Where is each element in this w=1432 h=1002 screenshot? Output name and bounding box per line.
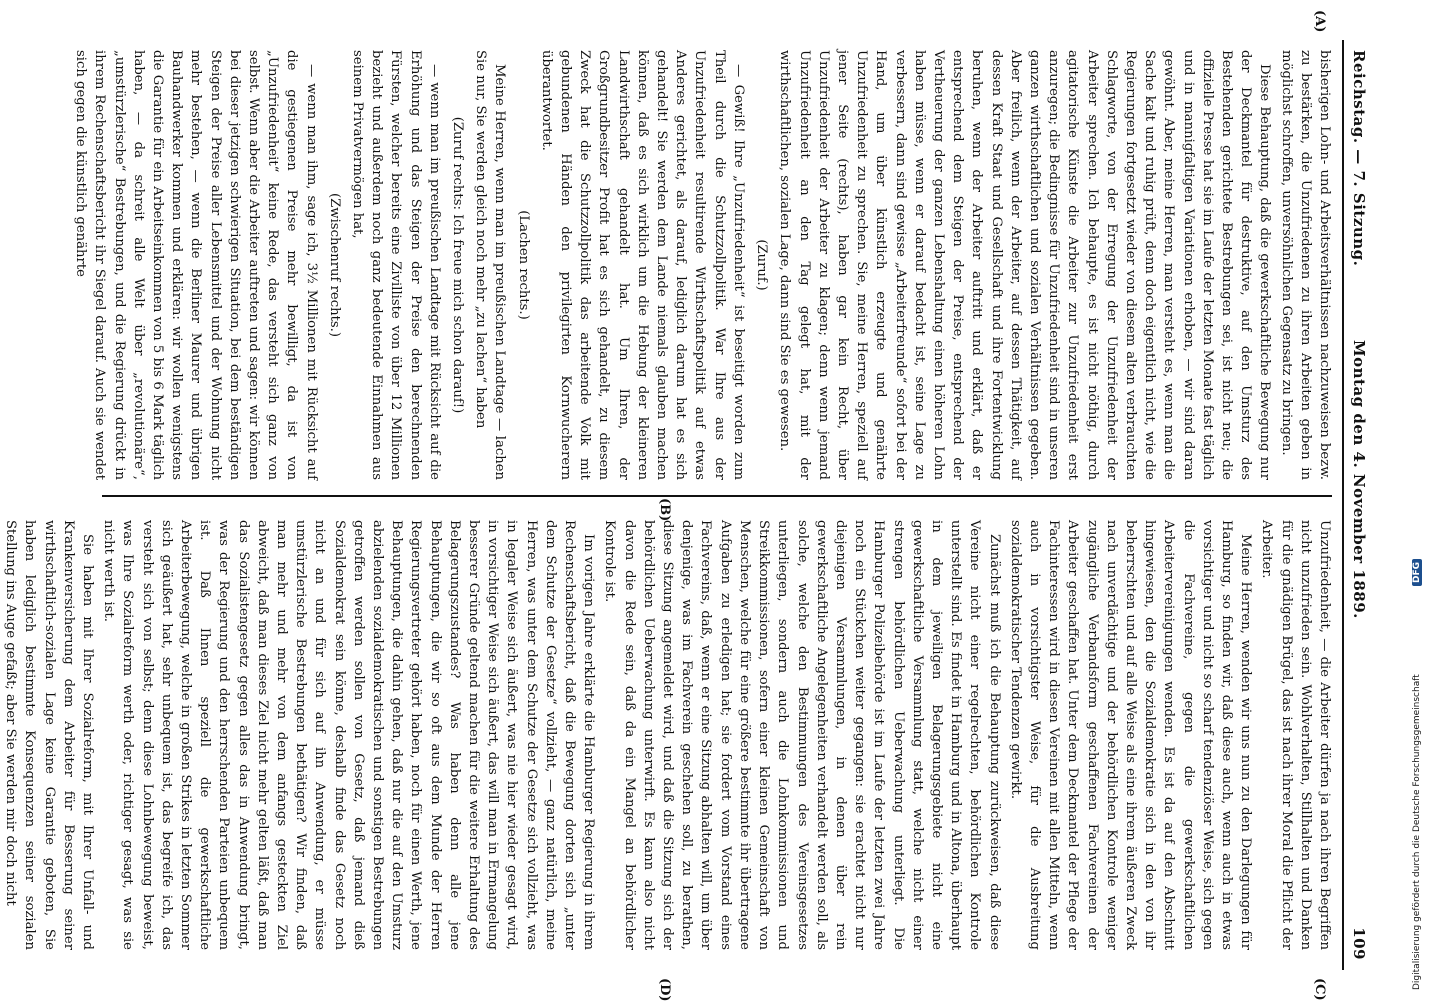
digitization-footer [1412,0,1428,990]
margin-marker-b: (B) [657,498,672,522]
margin-marker-d: (D) [657,978,672,1002]
paragraph: Unzufriedenheit, — die Arbeiter dürfen ja nach ihren Begriffen nicht unzufrieden sein. Wohlverhalten, Stillhalten und Danken für die gnädigen Brügel, das ist nach ihrer Moral die Pflicht der Arbeiter. [1259,520,1332,950]
footer-text: Digitalisierung gefördert durch die Deutsche Forschungsgemeinschaft [1412,674,1422,990]
paragraph: Im vorigen Jahre erklärte die Hamburger Regierung in ihrem Rechenschaftsbericht, daß die Bewegung dorten sich „unter dem Schutze der Gesetze“ vollzieht, — ganz natürlich, meine Herren, was unter dem Schutze der Gesetze sich vollzieht, was in legaler Weise sich äußert, was nie hier wieder gesagt wird, in vorsichtiger Weise sich äußert, das will man in Ermangelung besserer Gründe geltend machen für die weitere Erhaltung des Belagerungszustandes? Was haben denn alle jene Behauptungen, die wir so oft aus dem Munde der Herren Regierungsvertreter gehört haben, noch für einen Werth, jene Behauptungen, die dahin gehen, daß nur die auf den Umsturz abzielenden sozialdemokratischen und sonstigen Bestrebungen getroffen werden sollen von Gesetz, daß jemand dieß Sozialdemokrat sein könne, deshalb finde das Gesetz noch nicht an und für sich auf ihn Anwendung, er müsse umstürzlerische Bestrebungen bethätigen? Wir finden, daß man mehr und mehr von dem anfangs gesteckten Ziel abweicht, daß man dieses Ziel nicht mehr gelten läßt, daß man das Sozialistengesetz gegen alles das in Anwendung bringt, was der Regierung und den herrschenden Parteien unbequem ist. Daß Ihnen speziell die gewerkschaftliche Arbeiterbewegung, welche in großen Strikes in letzten Sommer sich geäußert hat, sehr unbequem ist, das begreife ich, das versteht sich von selbst; denn diese Lohnbewegung beweist, was Ihre Sozialreform werth oder, richtiger gesagt, was sie nicht werth ist. [101,520,597,950]
interjection: (Zwischenruf rechts.) [326,192,342,338]
paragraph: Sie haben mit Ihrer Sozialreform, mit Ihrer Unfall- und Krankenversicherung dem Arbeiter für Besserung seiner wirthschaftlich-sozialen Lage keine Garantie geboten, Sie haben lediglich bestimmte Konsequenzen seiner sozialen Stellung ins Auge gefaßt; aber Sie werden mir doch nicht [3,520,95,950]
interjection: (Zuruf rechts: Ich freue mich schon darauf!) [450,116,466,414]
page-header [1342,40,1372,970]
paragraph: Meine Herren, wenden wir uns nun zu den Darlegungen für Hamburg, so finden wir, daß diese auch, wenn auch in etwas vorsichtiger und nicht so scharf tendenziöser Weise, sich gegen die Fachvereine, gegen die gewerkschaftlichen Arbeitervereinigungen wenden. Es ist da auf den Abschnitt hingewiesen, den die Sozialdemokratie sich in den von ihr beherrschten und auf alle Weise als eine ihrem äußeren Zweck nach unverdächtige und der behördlichen Kontrole weniger zugängliche Verbandsform geschaffenen Fachvereinen der Arbeiter geschaffen hat. Unter dem Deckmantel der Pflege der Fachinteressen wird in diesen Vereinen mit allen Mitteln, wenn auch in vorsichtigster Weise, für die Ausbreitung sozialdemokratischer Tendenzen gewirkt. [1007,520,1254,950]
right-column [3,520,1334,950]
paragraph: Zunächst muß ich die Behauptung zurückweisen, daß diese Vereine nicht einer regelrechten, behördlichen Kontrole unterstellt sind. Es findet in Hamburg und in Altona, überhaupt in dem jeweiligen Belagerungsgebiete nicht eine gewerkschaftliche Versammlung statt, welche nicht einer strengen behördlichen Ueberwachung unterliegt. Die Hamburger Polizeibehörde ist im Laufe der letzten zwei Jahre noch ein Stückchen weiter gegangen: sie erachtet nicht nur diejenigen Versammlungen, in denen über rein gewerkschaftliche Angelegenheiten verhandelt werden soll, als solche, welche den Bestimmungen des Vereinsgesetzes unterliegen, sondern auch die Lohnkommissionen und Streikkommissionen, sofern einer kleinen Gemeinschaft von Menschen, welche für eine größere bestimmte ihr übertragene Aufgaben zu erledigen hat; sie fordert vom Vorstand eines Fachvereins, daß, wenn er eine Sitzung abhalten will, um über denjenige, was im Fachverein geschehen soll, zu berathen, diese Sitzung angemeldet wird, und daß die Sitzung sich der behördlichen Ueberwachung unterwirft. Es kann also nicht davon die Rede sein, daß da ein Mangel an behördlicher Kontrole ist. [602,520,1002,950]
dfg-logo: DFG [1412,559,1422,586]
header-date: Montag den 4. November 1889. [1350,340,1368,619]
paragraph: Diese Behauptung, daß die gewerkschaftliche Bewegung nur der Deckmantel für destruktive, auf den Umsturz des Bestehenden gerichtete Bestrebungen sei, ist nicht neu; die offizielle Presse hat sie im Laufe der letzten Monate fast täglich und in mannigfaltigen Variationen erhoben, — wir sind daran gewöhnt. Aber, meine Herren, man versteht es, wenn man die Sache kalt und ruhig prüft, denn doch eigentlich nicht, wie die Regierungen fortgesetzt wieder von diesem alten verbrauchten Schlagworte, von der Erregung der Unzufriedenheit der Arbeiter sprechen. Ich behaupte, es ist nicht nöthig, durch agitatorische Künste die Arbeiter zur Unzufriedenheit erst anzuregen; die Bedingnisse für Unzufriedenheit sind in unseren ganzen wirthschaftlichen und sozialen Verhältnissen gegeben. Aber freilich, wenn der Arbeiter, auf dessen Thätigkeit, auf dessen Kraft Staat und Gesellschaft und ihre Fortentwicklung beruhen, wenn der Arbeiter auftritt und erklärt, daß er entsprechend dem Steigen der Preise, entsprechend der Vertheuerung der ganzen Lebenshaltung einen höheren Lohn haben müsse, wenn er darauf bedacht ist, seine Lage zu verbessern, dann sind gewisse „Arbeiterfreunde“ sofort bei der Hand, um über künstlich erzeugte und genährte Unzufriedenheit zu sprechen. Sie, meine Herren, speziell auf jener Seite (rechts), haben gar kein Recht, über Unzufriedenheit der Arbeiter zu klagen; denn wenn jemand Unzufriedenheit an den Tag gelegt hat, mit der wirthschaftlichen, sozialen Lage, dann sind Sie es gewesen. [777,50,1273,480]
header-session: Reichstag. — 7. Sitzung. [1350,50,1368,267]
left-column [73,50,1334,480]
margin-marker-c: (C) [1312,978,1327,1001]
paragraph: — Gewiß! Ihre „Unzufriedenheit“ ist beseitigt worden zum Theil durch die Schutzzollpolitik. War Ihre aus der Unzufriedenheit resultirende Wirthschaftspolitik auf etwas Anderes gerichtet, als darauf, lediglich darum hat es sich gehandelt! Sie werden dem Lande niemals glauben machen können, daß es sich wirklich um die Hebung der kleineren Landwirthschaft gehandelt hat. Um Ihren, der Großgrundbesitzer Profit hat es sich gehandelt, zu diesem Zweck hat die Schutzzollpolitik das arbeitende Volk mit gebundenen Händen den privilegirten Kornwucherern überantwortet. [538,50,746,480]
interjection: (Lachen rechts.) [515,210,531,320]
paragraph: bisherigen Lohn- und Arbeitsverhältnissen nachzuweisen bezw. zu bestärken, die Unzufriedenen zu ihren Arbeiten geben in möglichst schroffen, unversöhnlichen Gegensatz zu bringen. [1278,50,1332,480]
interjection: (Zuruf.) [754,239,770,291]
column-divider [102,495,1332,497]
page-number: 109 [1350,927,1368,960]
paragraph: Meine Herren, wenn man im preußischen Landtage — lachen Sie nur, Sie werden gleich noch mehr „zu lachen“ haben [473,50,508,480]
paragraph: — wenn man ihm, sage ich, 3½ Millionen mit Rücksicht auf die gestiegenen Preise mehr bewilligt, da ist von „Unzufriedenheit“ keine Rede, das versteht sich ganz von selbst. Wenn aber die Arbeiter auftreten und sagen: wir können bei dieser jetzigen schwierigen Situation, bei dem beständigen Steigen der Preise aller Lebensmittel und der Wohnung nicht mehr bestehen, — wenn die Berliner Maurer und übrigen Bauhandwerker kommen und erklären: wir wollen wenigstens die Garantie für ein Arbeitseinkommen von 5 bis 6 Mark täglich haben, — da schreit alle Welt über „revolutionäre“, „umstürzlerische“ Bestrebungen, und die Regierung drückt in ihrem Rechenschaftsbericht ihr Siegel darauf. Auch sie wendet sich gegen die künstlich genährte [73,50,319,480]
margin-marker-a: (A) [1312,10,1327,33]
paragraph: — wenn man im preußischen Landtage mit Rücksicht auf die Erhöhung und das Steigen der Preise den berechnenden Fürsten, welcher bereits eine Zivilliste von über 12 Millionen bezieht und außerdem noch ganz bedeutende Einnahmen aus seinem Privatvermögen hat, [350,50,442,480]
